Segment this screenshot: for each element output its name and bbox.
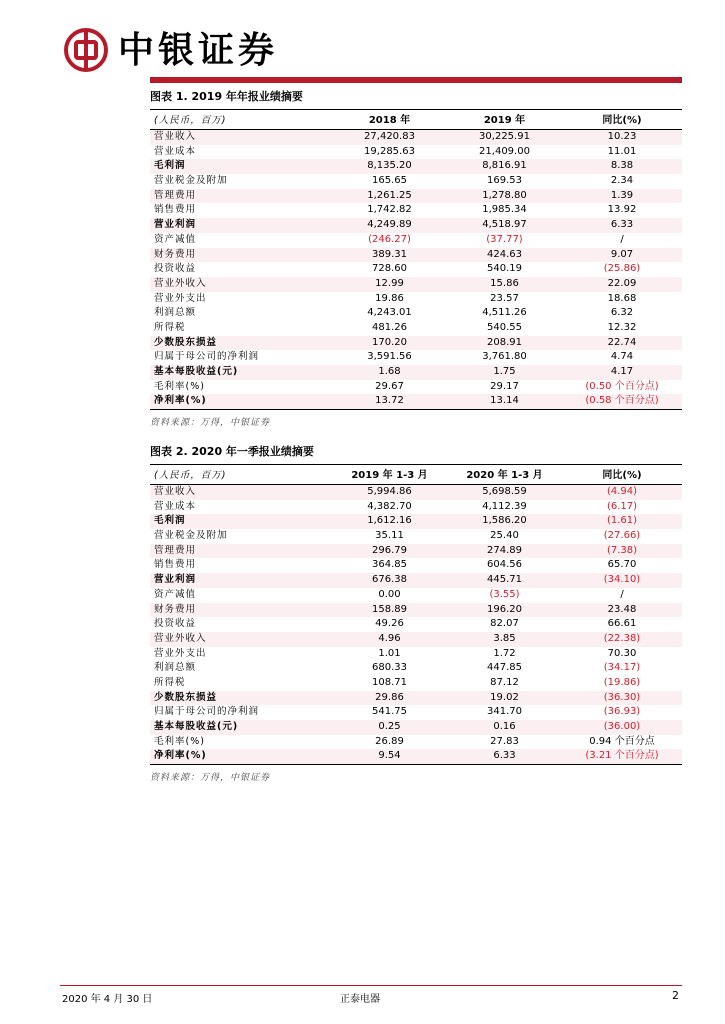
cell-value-2: 19.02: [490, 691, 519, 703]
table-row: [150, 603, 682, 618]
row-label: 营业税金及附加: [154, 530, 228, 542]
table-row: [150, 189, 682, 204]
table-row: [150, 277, 682, 292]
row-label: 销售费用: [154, 559, 197, 571]
footer-date: 2020 年 4 月 30 日: [62, 994, 153, 1005]
cell-value-2: 4,511.26: [482, 307, 527, 319]
table-row: [150, 720, 682, 735]
cell-value-1: 680.33: [372, 662, 407, 674]
table-title: 图表 2. 2020 年一季报业绩摘要: [150, 445, 314, 458]
table-row: [150, 705, 682, 720]
cell-value-1: 1.01: [378, 647, 401, 659]
table-row: [150, 485, 682, 500]
cell-value-1: 49.26: [375, 618, 404, 630]
cell-value-2: 1.75: [493, 366, 516, 377]
cell-yoy: 22.09: [607, 277, 637, 289]
row-label: 基本每股收益(元): [154, 366, 239, 377]
table-row: [150, 380, 682, 395]
divider: [150, 764, 682, 765]
table-row: [150, 617, 682, 632]
table-row: [150, 500, 682, 515]
cell-yoy: 6.33: [610, 219, 634, 231]
cell-value-2: 6.33: [493, 750, 516, 762]
cell-value-1: 4,243.01: [367, 307, 412, 319]
cell-value-2: 0.16: [493, 721, 516, 732]
cell-yoy: 70.30: [607, 647, 637, 659]
row-label: 少数股东损益: [154, 691, 218, 703]
cell-yoy: 4.74: [610, 351, 634, 363]
cell-yoy: 0.94 个百分点: [589, 735, 655, 747]
cell-value-1: 35.11: [375, 530, 404, 542]
cell-value-2: 540.19: [487, 263, 522, 275]
cell-value-1: 4,249.89: [367, 219, 412, 231]
row-label: 营业外支出: [154, 292, 207, 304]
cell-value-2: 3,761.80: [482, 351, 527, 363]
row-label: 基本每股收益(元): [154, 721, 239, 732]
cell-value-2: 3.85: [493, 632, 516, 644]
cell-value-2: 196.20: [487, 603, 522, 615]
cell-value-2: 445.71: [487, 574, 522, 586]
cell-yoy: (34.10): [603, 574, 641, 586]
cell-value-2: 27.83: [490, 735, 519, 747]
cell-value-2: 1,586.20: [482, 515, 527, 527]
row-label: 所得税: [154, 321, 186, 333]
cell-value-2: 1,985.34: [482, 204, 527, 216]
cell-value-1: (246.27): [368, 233, 411, 245]
row-label: 利润总额: [154, 662, 197, 674]
table-body: [150, 485, 682, 764]
source-note: 资料来源：万得，中银证券: [150, 773, 271, 784]
table-row: [150, 676, 682, 691]
cell-value-1: 1.68: [378, 366, 401, 377]
cell-yoy: (36.30): [603, 691, 641, 703]
row-label: 财务费用: [154, 603, 197, 615]
cell-yoy: (7.38): [606, 544, 638, 556]
cell-value-2: 87.12: [490, 676, 519, 688]
table-2019-annual: [150, 88, 682, 428]
cell-value-1: 0.25: [378, 721, 401, 732]
row-label: 利润总额: [154, 307, 197, 319]
row-label: 少数股东损益: [154, 336, 218, 348]
brand-name: 中银证券: [118, 29, 279, 71]
cell-value-2: 1,278.80: [482, 189, 527, 201]
cell-value-1: 19.86: [375, 292, 404, 304]
table-row: [150, 735, 682, 750]
cell-yoy: (22.38): [603, 632, 641, 644]
cell-value-1: 481.26: [372, 321, 407, 333]
cell-value-1: 13.72: [375, 395, 404, 407]
cell-value-1: 27,420.83: [364, 131, 415, 142]
table-row: [150, 292, 682, 307]
cell-yoy: (36.00): [603, 721, 641, 732]
table-row: [150, 394, 682, 409]
cell-value-2: 341.70: [487, 706, 522, 718]
column-header-2019q1: 2019 年 1-3 月: [351, 470, 428, 481]
row-label: 投资收益: [154, 618, 197, 630]
cell-yoy: 11.01: [607, 145, 637, 157]
cell-yoy: (4.94): [606, 486, 638, 497]
cell-value-2: 424.63: [487, 248, 522, 260]
cell-yoy: (36.93): [603, 706, 641, 718]
table-row: [150, 203, 682, 218]
table-row: [150, 365, 682, 380]
table-row: [150, 647, 682, 662]
footer-rule: [60, 985, 682, 986]
row-label: 营业外收入: [154, 632, 207, 644]
cell-yoy: 23.48: [607, 603, 637, 615]
cell-yoy: 66.61: [607, 618, 637, 630]
row-label: 营业收入: [154, 131, 197, 142]
cell-value-2: 540.55: [487, 321, 522, 333]
row-label: 毛利率(%): [154, 380, 205, 392]
cell-value-1: 5,994.86: [367, 486, 412, 497]
row-label: 所得税: [154, 676, 186, 688]
cell-yoy: 10.23: [607, 131, 637, 142]
cell-value-2: 13.14: [490, 395, 519, 407]
cell-value-1: 364.85: [372, 559, 407, 571]
cell-yoy: 9.07: [610, 248, 634, 260]
row-label: 毛利润: [154, 160, 186, 172]
cell-value-2: 604.56: [487, 559, 522, 571]
table-row: [150, 529, 682, 544]
cell-value-1: 29.67: [375, 380, 404, 392]
column-header-2018: 2018 年: [368, 115, 411, 126]
cell-yoy: /: [620, 233, 624, 245]
table-row: [150, 544, 682, 559]
cell-value-1: 170.20: [372, 336, 407, 348]
column-header-yoy: 同比(%): [602, 115, 642, 126]
row-label: 净利率(%): [154, 395, 207, 407]
cell-value-2: (37.77): [486, 233, 523, 245]
table-row: [150, 130, 682, 145]
cell-value-1: 541.75: [372, 706, 407, 718]
cell-value-2: 8,816.91: [482, 160, 527, 172]
divider: [150, 109, 682, 110]
cell-yoy: /: [620, 588, 624, 600]
table-row: [150, 573, 682, 588]
page-number: 2: [672, 989, 679, 1002]
cell-value-2: 169.53: [487, 175, 522, 187]
table-row: [150, 306, 682, 321]
source-note: 资料来源：万得，中银证券: [150, 418, 271, 429]
header-rule: [150, 77, 682, 83]
row-label: 营业利润: [154, 219, 197, 231]
row-label: 毛利率(%): [154, 735, 205, 747]
cell-yoy: (27.66): [603, 530, 641, 542]
cell-value-1: 108.71: [372, 676, 407, 688]
cell-value-2: 208.91: [487, 336, 522, 348]
cell-value-1: 676.38: [372, 574, 407, 586]
divider: [150, 464, 682, 465]
footer-company: 正泰电器: [340, 994, 380, 1005]
row-label: 归属于母公司的净利润: [154, 706, 260, 718]
table-row: [150, 145, 682, 160]
cell-value-1: 728.60: [372, 263, 407, 275]
table-row: [150, 233, 682, 248]
cell-value-1: 19,285.63: [364, 145, 415, 157]
cell-yoy: (34.17): [603, 662, 641, 674]
row-label: 营业成本: [154, 500, 197, 512]
cell-yoy: 6.32: [610, 307, 634, 319]
cell-yoy: 2.34: [610, 175, 634, 187]
row-label: 净利率(%): [154, 750, 207, 762]
cell-yoy: (0.50 个百分点): [585, 380, 659, 392]
cell-yoy: 18.68: [607, 292, 637, 304]
cell-value-2: 25.40: [490, 530, 519, 542]
cell-value-1: 8,135.20: [367, 160, 412, 172]
row-label: 管理费用: [154, 189, 197, 201]
cell-value-2: (3.55): [489, 588, 520, 600]
cell-value-1: 12.99: [375, 277, 404, 289]
cell-value-2: 274.89: [487, 544, 522, 556]
row-label: 营业利润: [154, 574, 197, 586]
cell-value-1: 389.31: [372, 248, 407, 260]
table-row: [150, 174, 682, 189]
cell-value-1: 296.79: [372, 544, 407, 556]
cell-value-1: 1,742.82: [367, 204, 412, 216]
cell-yoy: (6.17): [606, 500, 638, 512]
cell-yoy: 4.17: [610, 366, 634, 377]
cell-value-1: 4.96: [378, 632, 401, 644]
cell-value-1: 0.00: [378, 588, 401, 600]
cell-yoy: 1.39: [610, 189, 634, 201]
cell-yoy: (1.61): [606, 515, 638, 527]
cell-value-2: 447.85: [487, 662, 522, 674]
cell-value-2: 4,518.97: [482, 219, 527, 231]
cell-value-1: 26.89: [375, 735, 404, 747]
table-row: [150, 632, 682, 647]
row-label: 资产减值: [154, 233, 197, 245]
table-row: [150, 248, 682, 263]
cell-value-1: 158.89: [372, 603, 407, 615]
row-label: 财务费用: [154, 248, 197, 260]
cell-yoy: (19.86): [603, 676, 641, 688]
row-label: 营业税金及附加: [154, 175, 228, 187]
row-label: 毛利润: [154, 515, 186, 527]
table-2020-q1: [150, 443, 682, 783]
table-row: [150, 691, 682, 706]
row-label: 营业外收入: [154, 277, 207, 289]
cell-yoy: 65.70: [607, 559, 637, 571]
cell-yoy: 8.38: [610, 160, 634, 172]
table-row: [150, 514, 682, 529]
cell-yoy: 22.74: [607, 336, 637, 348]
row-label: 营业收入: [154, 486, 197, 497]
row-label: 投资收益: [154, 263, 197, 275]
cell-value-1: 1,261.25: [367, 189, 412, 201]
row-label: 销售费用: [154, 204, 197, 216]
cell-value-1: 3,591.56: [367, 351, 412, 363]
column-header-2019: 2019 年: [483, 115, 526, 126]
bank-logo-icon: [64, 28, 108, 72]
table-title: 图表 1. 2019 年年报业绩摘要: [150, 90, 303, 103]
table-row: [150, 749, 682, 764]
column-header-yoy: 同比(%): [602, 470, 642, 481]
table-body: [150, 130, 682, 409]
table-row: [150, 588, 682, 603]
cell-value-2: 82.07: [490, 618, 519, 630]
column-header-2020q1: 2020 年 1-3 月: [466, 470, 543, 481]
column-header-unit: (人民币，百万): [154, 470, 227, 481]
cell-yoy: 13.92: [607, 204, 637, 216]
cell-value-2: 4,112.39: [482, 500, 527, 512]
table-header: [150, 467, 682, 485]
cell-value-2: 21,409.00: [479, 145, 530, 157]
cell-yoy: (3.21 个百分点): [585, 750, 659, 762]
cell-yoy: 12.32: [607, 321, 637, 333]
table-row: [150, 558, 682, 573]
table-row: [150, 321, 682, 336]
cell-value-1: 29.86: [375, 691, 404, 703]
table-row: [150, 350, 682, 365]
table-row: [150, 262, 682, 277]
cell-value-2: 1.72: [493, 647, 516, 659]
table-row: [150, 218, 682, 233]
row-label: 资产减值: [154, 588, 197, 600]
cell-value-1: 165.65: [372, 175, 407, 187]
column-header-unit: (人民币，百万): [154, 115, 227, 126]
table-row: [150, 159, 682, 174]
row-label: 营业外支出: [154, 647, 207, 659]
cell-value-1: 1,612.16: [367, 515, 412, 527]
row-label: 管理费用: [154, 544, 197, 556]
cell-value-2: 15.86: [490, 277, 519, 289]
table-row: [150, 336, 682, 351]
row-label: 营业成本: [154, 145, 197, 157]
table-header: [150, 112, 682, 130]
cell-value-2: 23.57: [490, 292, 519, 304]
row-label: 归属于母公司的净利润: [154, 351, 260, 363]
cell-yoy: (0.58 个百分点): [585, 395, 659, 407]
cell-value-2: 5,698.59: [482, 486, 527, 497]
table-row: [150, 661, 682, 676]
cell-value-2: 29.17: [490, 380, 519, 392]
divider: [150, 409, 682, 410]
cell-value-1: 4,382.70: [367, 500, 412, 512]
cell-value-2: 30,225.91: [479, 131, 530, 142]
cell-yoy: (25.86): [603, 263, 641, 275]
cell-value-1: 9.54: [378, 750, 401, 762]
